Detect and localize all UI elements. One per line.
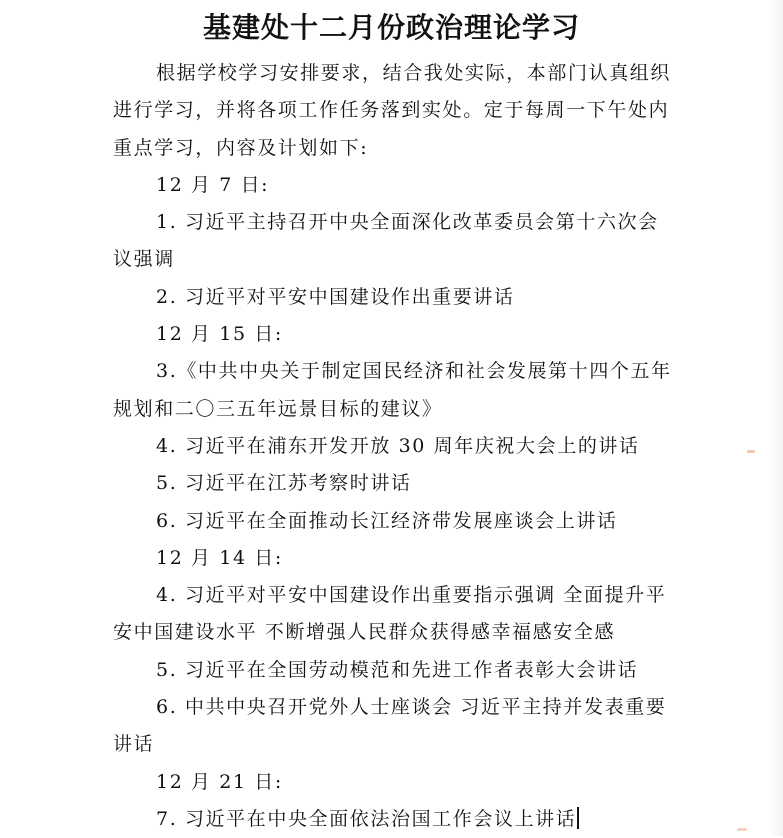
- list-item: 1. 习近平主持召开中央全面深化改革委员会第十六次会议强调: [113, 211, 659, 271]
- document-body[interactable]: [113, 55, 673, 838]
- margin-mark: [737, 828, 747, 831]
- intro-paragraph: 根据学校学习安排要求，结合我处实际，本部门认真组织进行学习，并将各项工作任务落到实处。定于每周一下午处内重点学习，内容及计划如下:: [113, 62, 672, 159]
- list-item: 2. 习近平对平安中国建设作出重要讲话: [156, 285, 515, 308]
- list-item-text: 7. 习近平在中央全面依法治国工作会议上讲话: [156, 807, 577, 830]
- section-date: 12 月 14 日:: [156, 546, 283, 569]
- list-item: 5. 习近平在全国劳动模范和先进工作者表彰大会讲话: [156, 658, 639, 681]
- section-date: 12 月 7 日:: [156, 173, 270, 196]
- list-item: 5. 习近平在江苏考察时讲话: [156, 472, 412, 495]
- list-item: 6. 习近平在全面推动长江经济带发展座谈会上讲话: [156, 509, 618, 532]
- list-item: 6. 中共中央召开党外人士座谈会 习近平主持并发表重要讲话: [113, 696, 667, 756]
- text-cursor: [577, 807, 579, 829]
- document-title: 基建处十二月份政治理论学习: [202, 11, 580, 44]
- page-edge-shadow: [769, 0, 783, 836]
- section-date: 12 月 21 日:: [156, 770, 283, 793]
- list-item: 4. 习近平对平安中国建设作出重要指示强调 全面提升平安中国建设水平 不断增强人民群众获得感幸福感安全感: [113, 584, 667, 644]
- list-item: 3.《中共中央关于制定国民经济和社会发展第十四个五年规划和二〇三五年远景目标的建议》: [113, 360, 672, 420]
- last-list-item: [113, 801, 673, 838]
- section-date: 12 月 15 日:: [156, 323, 283, 346]
- list-item: 4. 习近平在浦东开发开放 30 周年庆祝大会上的讲话: [156, 434, 640, 457]
- margin-mark: [747, 450, 755, 453]
